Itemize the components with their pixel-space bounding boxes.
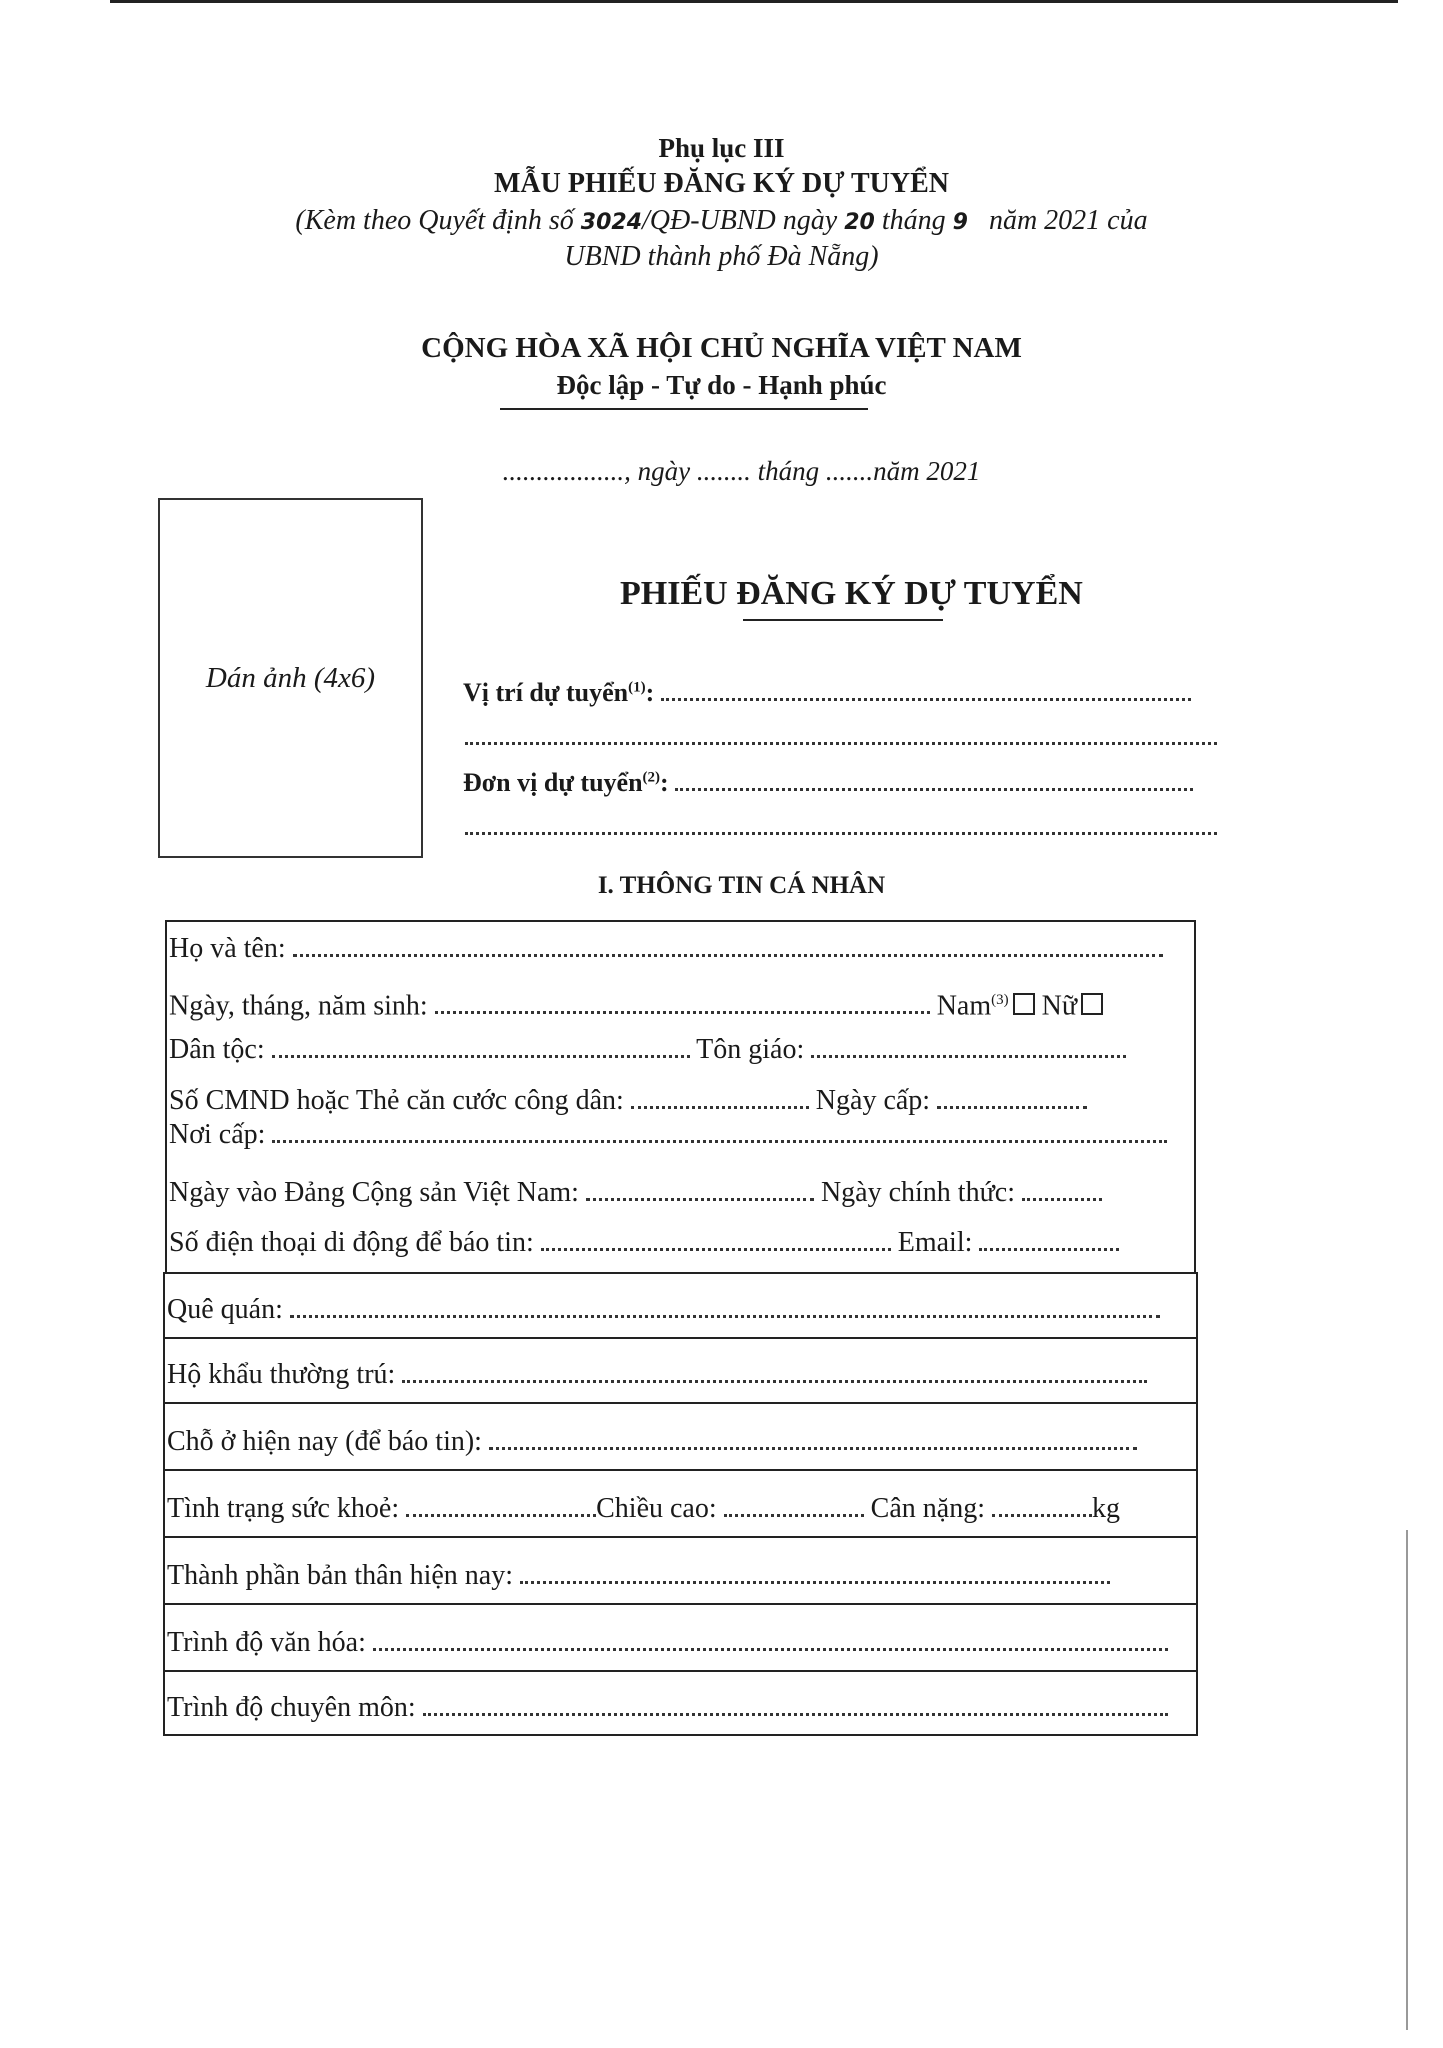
health-row <box>167 1493 1120 1525</box>
current-address-row <box>167 1426 1137 1458</box>
social-status-dots[interactable] <box>520 1581 1110 1584</box>
national-title: CỘNG HÒA XÃ HỘI CHỦ NGHĨA VIỆT NAM <box>421 332 1022 364</box>
full-name-dots[interactable] <box>293 954 1163 957</box>
issue-date-label: Ngày cấp: <box>815 1085 931 1116</box>
section-personal-title: I. THÔNG TIN CÁ NHÂN <box>597 872 886 899</box>
decision-issuer: UBND thành phố Đà Nẵng) <box>564 241 879 272</box>
decision-day: 20 <box>844 210 875 235</box>
national-motto: Độc lập - Tự do - Hạnh phúc <box>556 370 887 400</box>
id-card-row <box>169 1085 1087 1117</box>
social-status-row <box>167 1560 1110 1592</box>
position-dots[interactable] <box>661 698 1191 701</box>
decision-prefix: (Kèm theo Quyết định số <box>295 205 574 236</box>
personal-info-block <box>165 920 1196 1274</box>
residence-label: Hộ khẩu thường trú: <box>167 1359 396 1390</box>
qualification-block <box>163 1670 1198 1736</box>
social-status-label: Thành phần bản thân hiện nay: <box>167 1560 514 1591</box>
phone-label: Số điện thoại di động để báo tin: <box>169 1227 534 1258</box>
email-label: Email: <box>897 1227 973 1258</box>
height-dots[interactable] <box>724 1514 864 1517</box>
education-row <box>167 1627 1168 1659</box>
issue-place-label: Nơi cấp: <box>169 1119 266 1150</box>
full-name-row <box>169 933 1163 965</box>
decision-reference <box>0 205 1443 237</box>
unit-dots-2[interactable] <box>465 832 1217 835</box>
phone-dots[interactable] <box>541 1248 891 1251</box>
religion-label: Tôn giáo: <box>696 1034 805 1065</box>
issue-place-row <box>169 1119 1167 1151</box>
hometown-label: Quê quán: <box>167 1294 283 1325</box>
registration-form-title: PHIẾU ĐĂNG KÝ DỰ TUYỂN <box>620 575 1083 612</box>
current-address-label: Chỗ ở hiện nay (để báo tin): <box>167 1426 482 1457</box>
id-card-label: Số CMND hoặc Thẻ căn cước công dân: <box>169 1085 624 1116</box>
female-label: Nữ <box>1041 990 1078 1022</box>
personal-info-table <box>163 920 1198 1736</box>
photo-box <box>158 498 423 858</box>
weight-dots[interactable] <box>992 1514 1092 1517</box>
decision-number: 3024 <box>580 210 643 235</box>
residence-row <box>167 1359 1147 1391</box>
position-note: (1) <box>628 679 646 696</box>
position-field: Vị trí dự tuyển$^{(1)}$: <box>463 678 1191 708</box>
email-dots[interactable] <box>979 1248 1119 1251</box>
party-date-row <box>169 1177 1102 1209</box>
weight-unit: kg <box>1091 1493 1120 1524</box>
official-date-dots[interactable] <box>1022 1198 1102 1201</box>
education-dots[interactable] <box>373 1648 1168 1651</box>
gender-note: (3) <box>991 992 1009 1008</box>
male-checkbox[interactable] <box>1013 993 1035 1015</box>
current-address-block <box>163 1402 1198 1471</box>
decision-month: 9 <box>952 210 968 235</box>
female-checkbox[interactable] <box>1081 993 1103 1015</box>
birth-date-label: Ngày, tháng, năm sinh: <box>169 990 428 1022</box>
ethnicity-label: Dân tộc: <box>169 1034 265 1065</box>
social-status-block <box>163 1536 1198 1605</box>
religion-dots[interactable] <box>811 1055 1126 1058</box>
health-dots[interactable] <box>406 1514 596 1517</box>
hometown-dots[interactable] <box>290 1315 1160 1318</box>
ethnicity-row <box>169 1034 1126 1066</box>
form-template-title: MẪU PHIẾU ĐĂNG KÝ DỰ TUYỂN <box>494 168 949 199</box>
top-border-line <box>110 0 1398 3</box>
unit-field: Đơn vị dự tuyển$^{(2)}$: <box>463 768 1193 798</box>
unit-note: (2) <box>642 769 661 786</box>
issue-date-dots[interactable] <box>937 1106 1087 1109</box>
official-date-label: Ngày chính thức: <box>820 1177 1015 1208</box>
hometown-row <box>167 1294 1160 1326</box>
ethnicity-dots[interactable] <box>272 1055 690 1058</box>
decision-mid: /QĐ-UBND ngày <box>642 205 838 236</box>
appendix-title: Phụ lục III <box>658 133 785 163</box>
party-date-dots[interactable] <box>586 1198 814 1201</box>
residence-dots[interactable] <box>402 1380 1147 1383</box>
photo-box-label: Dán ảnh (4x6) <box>205 662 376 694</box>
unit-field-line2 <box>465 812 1217 842</box>
height-label: Chiều cao: <box>596 1493 717 1524</box>
qualification-label: Trình độ chuyên môn: <box>167 1692 416 1723</box>
decision-month-label: tháng <box>881 205 946 236</box>
position-field-line2 <box>465 722 1217 752</box>
phone-row <box>169 1227 1119 1259</box>
unit-dots[interactable] <box>675 788 1193 791</box>
hometown-block <box>163 1272 1198 1339</box>
qualification-row <box>167 1692 1168 1724</box>
motto-underline <box>500 408 868 410</box>
health-label: Tình trạng sức khoẻ: <box>167 1493 400 1524</box>
right-margin-line <box>1406 1530 1408 2030</box>
education-block <box>163 1603 1198 1672</box>
qualification-dots[interactable] <box>423 1713 1168 1716</box>
issue-place-dots[interactable] <box>272 1140 1167 1143</box>
birth-date-row <box>169 984 1103 1022</box>
form-title-underline <box>743 619 943 621</box>
education-label: Trình độ văn hóa: <box>167 1627 366 1658</box>
position-dots-2[interactable] <box>465 742 1217 745</box>
party-date-label: Ngày vào Đảng Cộng sản Việt Nam: <box>169 1177 579 1208</box>
full-name-label: Họ và tên: <box>169 933 286 964</box>
unit-label: Đơn vị dự tuyển <box>463 768 643 797</box>
weight-label: Cân nặng: <box>870 1493 985 1524</box>
current-address-dots[interactable] <box>489 1447 1137 1450</box>
male-label: Nam <box>936 990 992 1022</box>
date-line: .................., ngày ........ tháng .......năm 2021 <box>502 456 981 486</box>
birth-date-dots[interactable] <box>435 1011 930 1014</box>
residence-block <box>163 1337 1198 1404</box>
health-block <box>163 1469 1198 1538</box>
id-card-dots[interactable] <box>631 1106 809 1109</box>
decision-year: năm 2021 của <box>988 205 1148 236</box>
position-label: Vị trí dự tuyển <box>463 678 629 707</box>
